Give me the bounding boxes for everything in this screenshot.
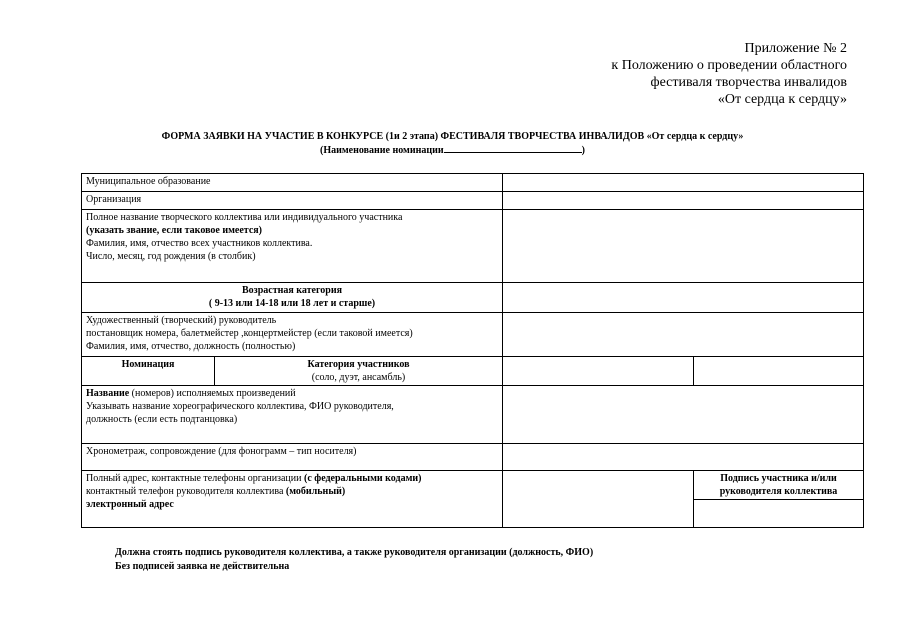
works-bold: Название — [86, 388, 130, 399]
address-line-1-plain: Полный адрес, контактные телефоны организации — [86, 473, 304, 484]
footer-note — [115, 546, 593, 574]
address-line-2-bold: (мобильный) — [285, 486, 346, 497]
table-row — [82, 386, 864, 444]
form-title-sub — [0, 143, 905, 157]
table-row — [82, 283, 864, 313]
address-value-cell[interactable] — [503, 471, 694, 528]
annex-header — [611, 40, 847, 108]
application-form-table — [81, 173, 864, 528]
address-line-1-bold: (с федеральными кодами) — [304, 473, 422, 484]
age-category-label — [82, 283, 503, 313]
annex-line-2: к Положению о проведении областного — [611, 58, 847, 73]
signature-line-1: Подпись участника и/или — [720, 473, 837, 484]
nomination-blank[interactable] — [444, 143, 582, 153]
annex-line-4: «От сердца к сердцу» — [717, 92, 847, 107]
leader-value-cell[interactable] — [503, 313, 864, 357]
nomination-label: (Наименование номинации — [319, 145, 444, 156]
collective-line-1: Полное название творческого коллектива или индивидуального участника — [86, 212, 403, 223]
municipality-label: Муниципальное образование — [82, 174, 503, 192]
table-row — [82, 313, 864, 357]
category-header — [215, 357, 503, 386]
works-line-1-rest: (номеров) исполняемых произведений — [129, 388, 296, 399]
footer-line-2: Без подписей заявка не действительна — [115, 561, 290, 572]
category-line-2: (соло, дуэт, ансамбль) — [311, 372, 406, 383]
table-row — [82, 192, 864, 210]
signature-value-cell[interactable] — [694, 500, 864, 528]
nomination-value-cell[interactable] — [503, 357, 694, 386]
category-value-cell[interactable] — [694, 357, 864, 386]
table-row — [82, 471, 864, 500]
works-line-3: должность (если есть подтанцовка) — [86, 414, 238, 425]
nomination-close: ) — [581, 145, 586, 156]
age-category-line-1: Возрастная категория — [242, 285, 342, 296]
category-line-1: Категория участников — [307, 359, 410, 370]
footer-line-1: Должна стоять подпись руководителя коллектива, а также руководителя организации (должность, ФИО) — [115, 547, 594, 558]
leader-label — [82, 313, 503, 357]
organization-value-cell[interactable] — [503, 192, 864, 210]
table-row — [82, 357, 864, 386]
signature-label — [694, 471, 864, 500]
table-row — [82, 174, 864, 192]
leader-line-3: Фамилия, имя, отчество, должность (полностью) — [86, 341, 296, 352]
form-title-main: ФОРМА ЗАЯВКИ НА УЧАСТИЕ В КОНКУРСЕ (1и 2 этапа) ФЕСТИВАЛЯ ТВОРЧЕСТВА ИНВАЛИДОВ «От сердца к сердцу» — [161, 131, 744, 142]
organization-label: Организация — [82, 192, 503, 210]
address-line-2-plain: контактный телефон руководителя коллектива — [86, 486, 286, 497]
age-category-line-2: ( 9-13 или 14-18 или 18 лет и старше) — [208, 298, 376, 309]
timing-value-cell[interactable] — [503, 444, 864, 471]
address-line-1 — [86, 472, 498, 485]
nomination-header: Номинация — [82, 357, 215, 386]
leader-line-2: постановщик номера, балетмейстер ,концертмейстер (если таковой имеется) — [86, 328, 413, 339]
address-label — [82, 471, 503, 528]
signature-line-2: руководителя коллектива — [719, 486, 838, 497]
annex-line-1: Приложение № 2 — [744, 41, 847, 56]
collective-line-4: Число, месяц, год рождения (в столбик) — [86, 251, 256, 262]
collective-label — [82, 210, 503, 283]
address-line-3: электронный адрес — [86, 499, 174, 510]
form-title — [0, 130, 905, 157]
collective-value-cell[interactable] — [503, 210, 864, 283]
works-value-cell[interactable] — [503, 386, 864, 444]
municipality-value-cell[interactable] — [503, 174, 864, 192]
works-line-2: Указывать название хореографического коллектива, ФИО руководителя, — [86, 401, 394, 412]
timing-label: Хронометраж, сопровождение (для фонограмм – тип носителя) — [82, 444, 503, 471]
collective-line-2: (указать звание, если таковое имеется) — [86, 225, 263, 236]
works-label — [82, 386, 503, 444]
collective-line-3: Фамилия, имя, отчество всех участников коллектива. — [86, 238, 313, 249]
table-row — [82, 210, 864, 283]
age-category-value-cell[interactable] — [503, 283, 864, 313]
table-row — [82, 444, 864, 471]
works-line-1 — [86, 387, 498, 400]
address-line-2 — [86, 485, 498, 498]
leader-line-1: Художественный (творческий) руководитель — [86, 315, 277, 326]
annex-line-3: фестиваля творчества инвалидов — [650, 75, 847, 90]
